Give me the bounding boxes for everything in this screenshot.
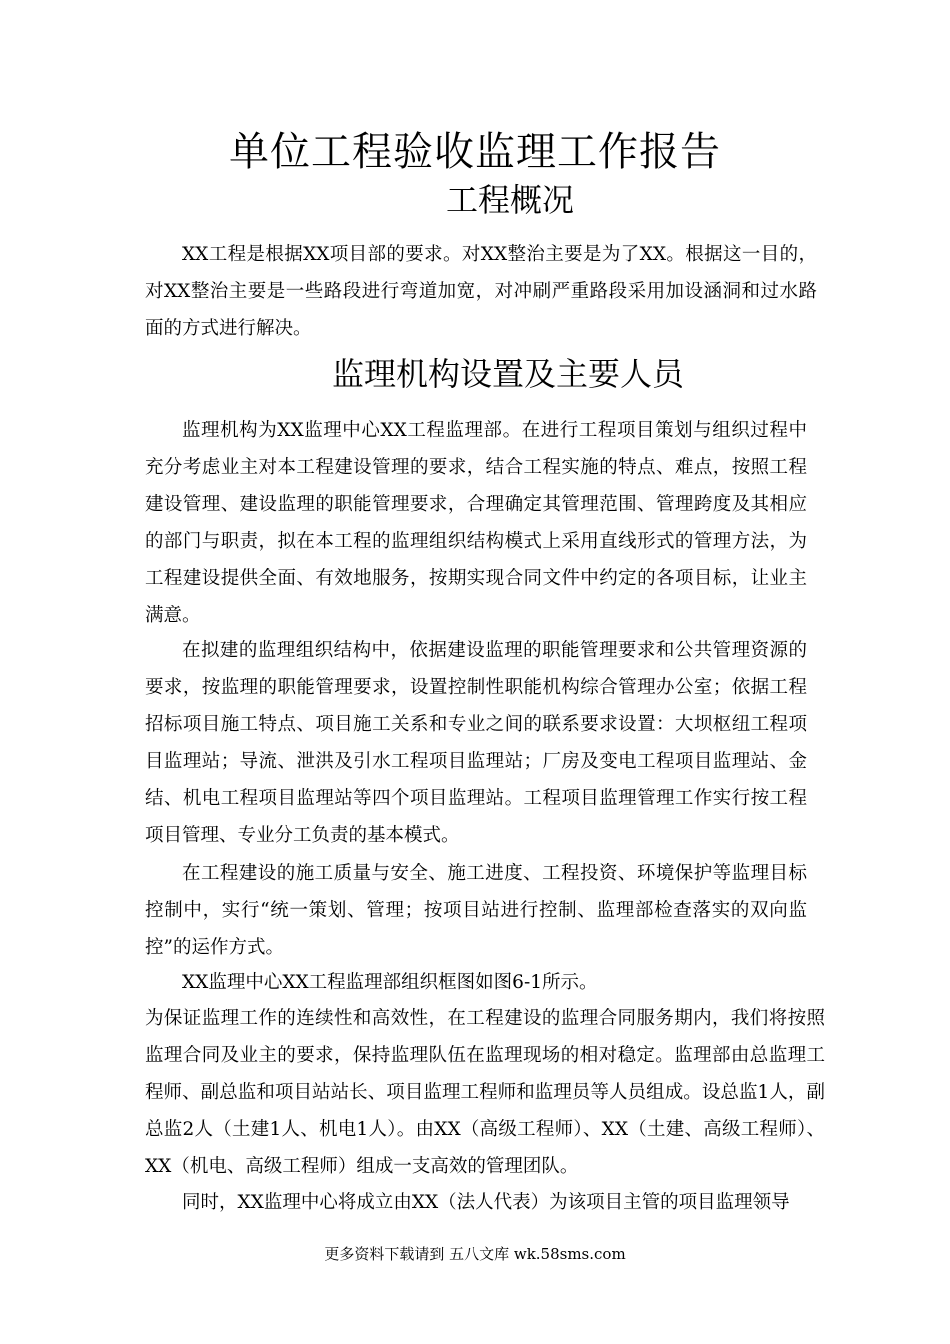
organization-paragraph-leadership: 同时，XX监理中心将成立由XX（法人代表）为该项目主管的项目监理领导 bbox=[182, 1192, 790, 1213]
section-heading-organization: 监理机构设置及主要人员 bbox=[331, 355, 684, 393]
organization-paragraph-3: 在工程建设的施工质量与安全、施工进度、工程投资、环境保护等监理目标控制中，实行“统一策划、管理；按项目站进行控制、监理部检查落实的双向监控”的运作方式。 bbox=[145, 863, 807, 958]
organization-paragraph-staffing: 为保证监理工作的连续性和高效性，在工程建设的监理合同服务期内，我们将按照监理合同及业主的要求，保持监理队伍在监理现场的相对稳定。监理部由总监理工程师、副总监和项目站站长、项目监理工程师和监理员等人员组成。设总监1人，副总监2人（土建1人、机电1人）。由XX（高级工程师）、XX（土建、高级工程师）、XX（机电、高级工程师）组成一支高效的管理团队。 bbox=[145, 1008, 825, 1177]
organization-paragraph-1: 监理机构为XX监理中心XX工程监理部。在进行工程项目策划与组织过程中充分考虑业主对本工程建设管理的要求，结合工程实施的特点、难点，按照工程建设管理、建设监理的职能管理要求，合理确定其管理范围、管理跨度及其相应的部门与职责，拟在本工程的监理组织结构模式上采用直线形式的管理方法，为工程建设提供全面、有效地服务，按期实现合同文件中约定的各项目标，让业主满意。 bbox=[145, 420, 807, 626]
organization-chart-reference: XX监理中心XX工程监理部组织框图如图6-1所示。 bbox=[182, 972, 598, 993]
section-heading-overview: 工程概况 bbox=[445, 181, 574, 219]
page-footer: 更多资料下载请到 五八文库 wk.58sms.com bbox=[324, 1245, 626, 1263]
overview-paragraph: XX工程是根据XX项目部的要求。对XX整治主要是为了XX。根据这一目的，对XX整治主要是一些路段进行弯道加宽，对冲刷严重路段采用加设涵洞和过水路面的方式进行解决。 bbox=[145, 244, 817, 339]
organization-paragraph-2: 在拟建的监理组织结构中，依据建设监理的职能管理要求和公共管理资源的要求，按监理的职能管理要求，设置控制性职能机构综合管理办公室；依据工程招标项目施工特点、项目施工关系和专业之间的联系要求设置：大坝枢纽工程项目监理站；导流、泄洪及引水工程项目监理站；厂房及变电工程项目监理站、金结、机电工程项目监理站等四个项目监理站。工程项目监理管理工作实行按工程项目管理、专业分工负责的基本模式。 bbox=[145, 640, 807, 846]
document-title: 单位工程验收监理工作报告 bbox=[229, 129, 721, 175]
